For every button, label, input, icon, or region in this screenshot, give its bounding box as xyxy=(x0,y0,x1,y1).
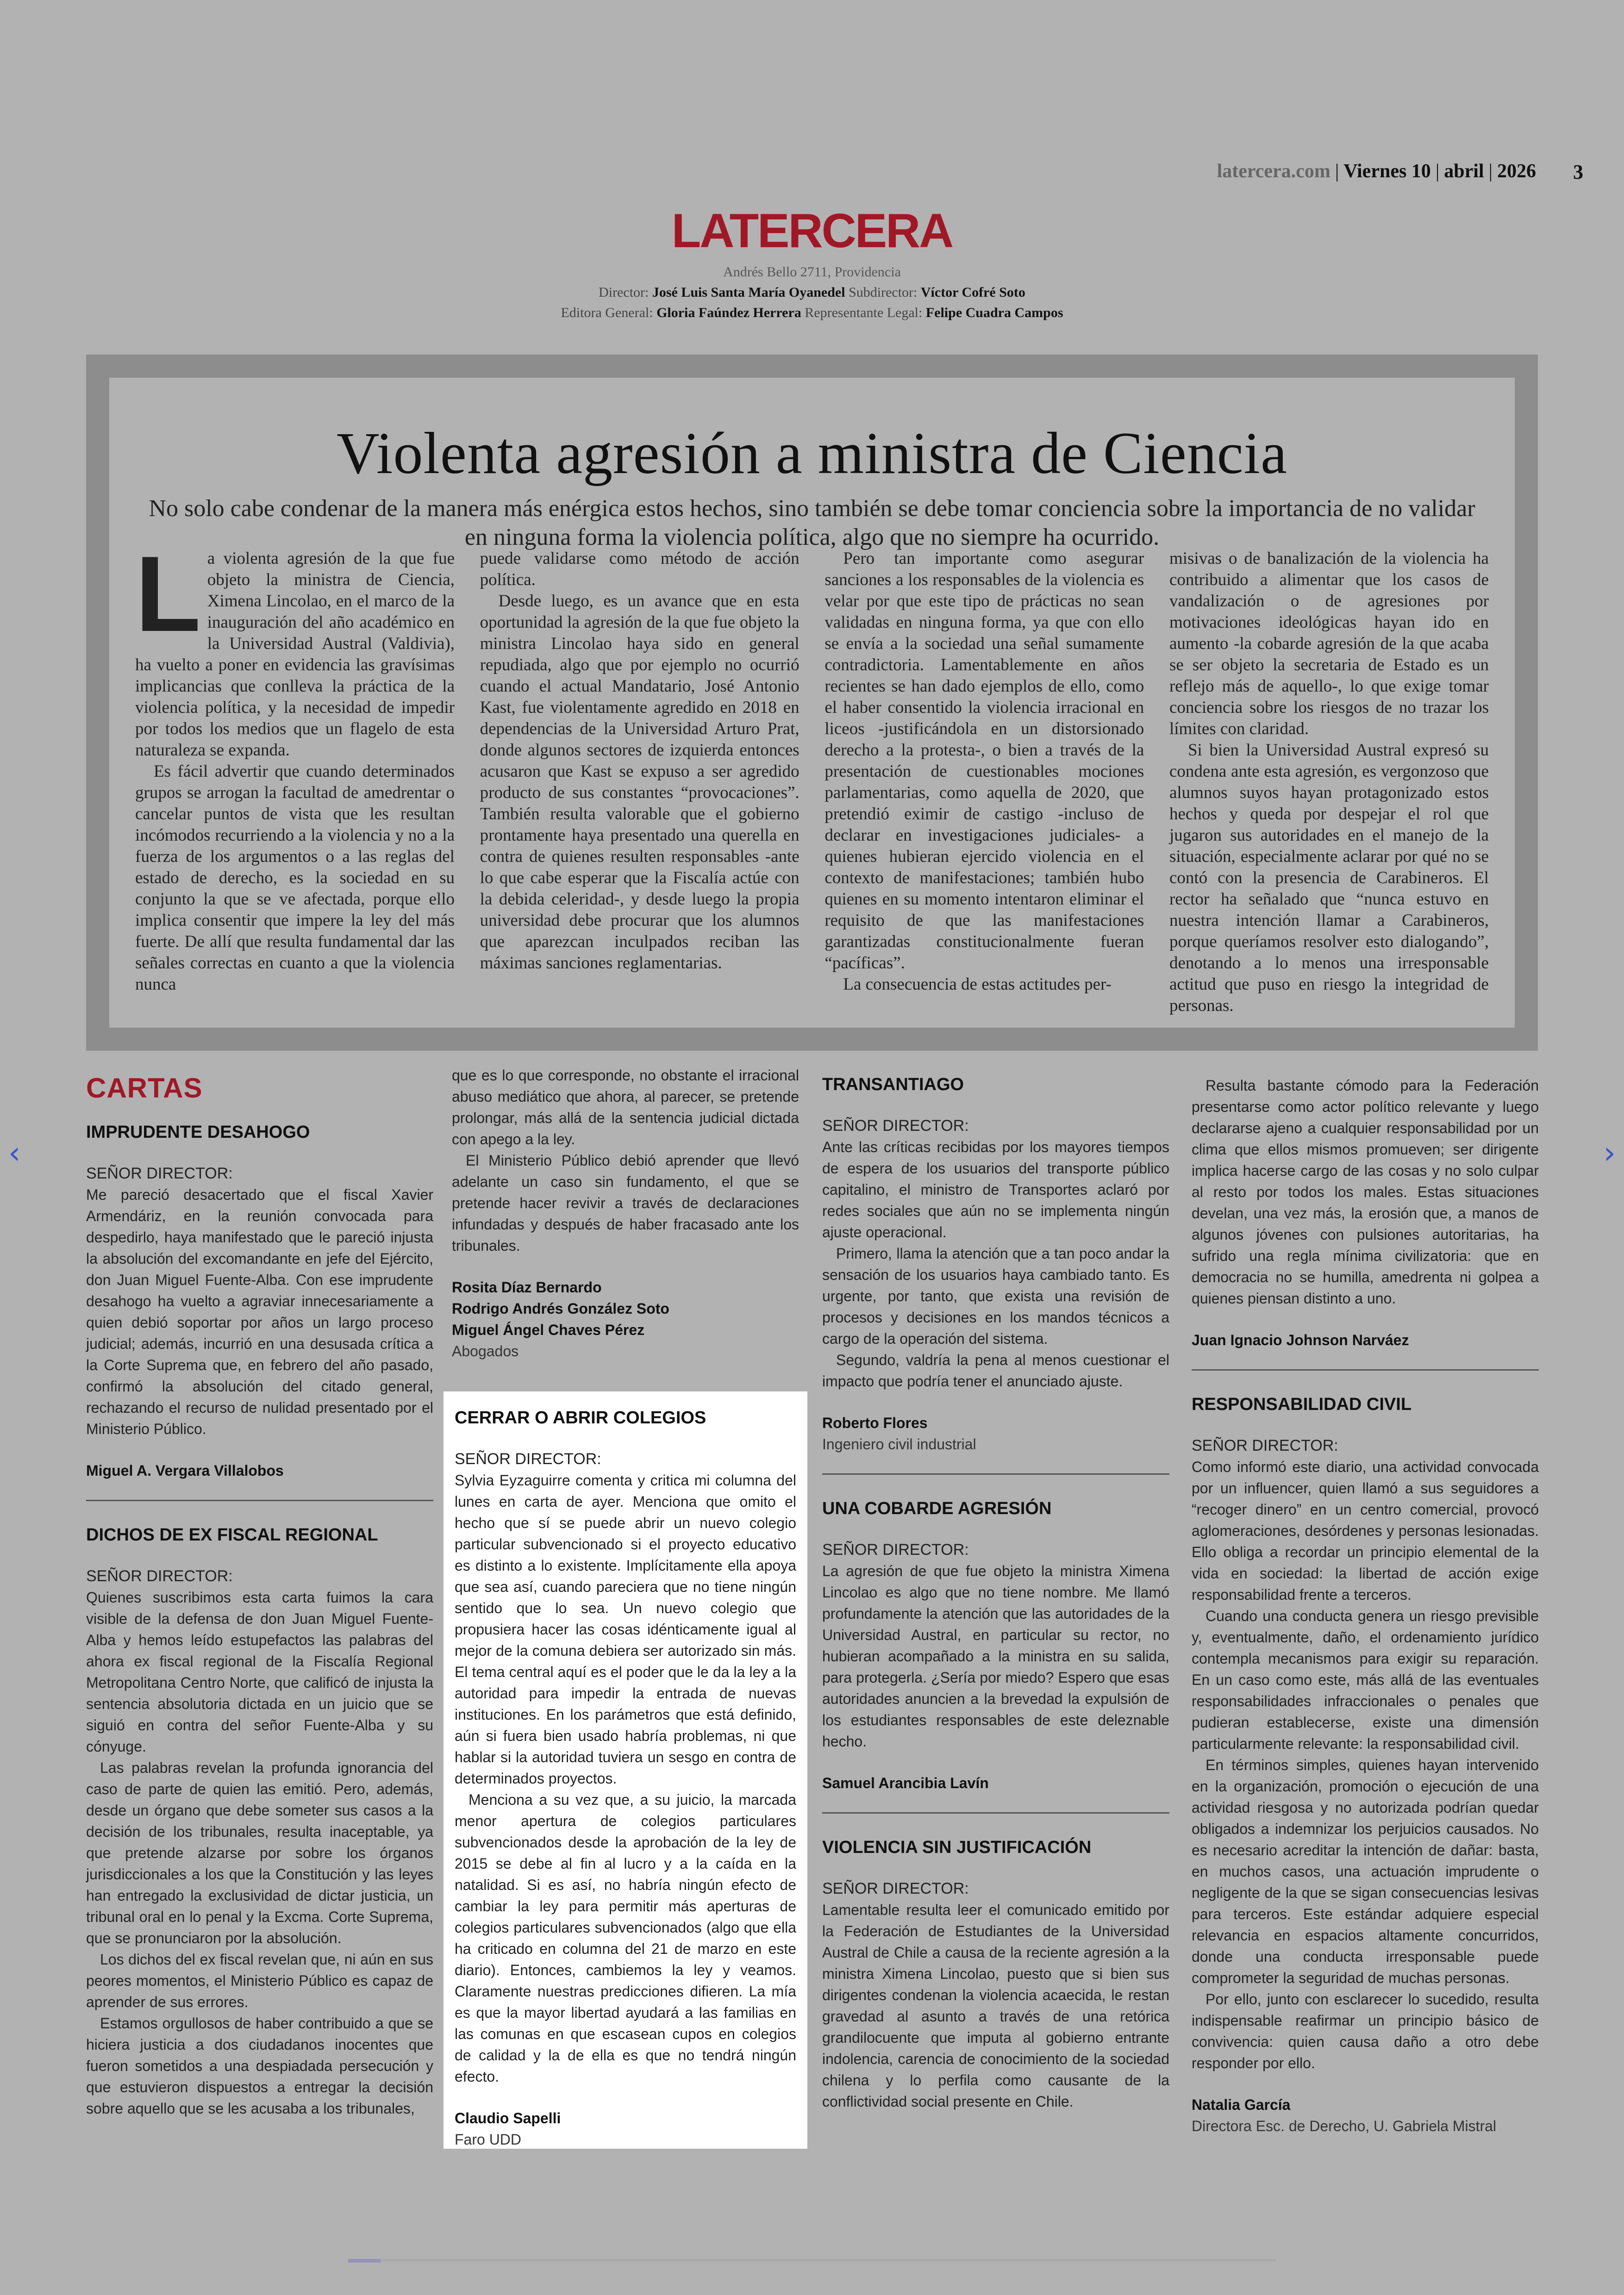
newspaper-logo: LATERCERA xyxy=(671,204,953,258)
signer-name: Claudio Sapelli xyxy=(455,2110,561,2127)
signer-name: Samuel Arancibia Lavín xyxy=(822,1775,989,1791)
signer-role: Abogados xyxy=(452,1343,519,1360)
signer-name: Natalia García xyxy=(1192,2096,1291,2113)
page-header: latercera.com | Viernes 10 | abril | 2026 xyxy=(1217,161,1536,182)
cartas-column-3 xyxy=(822,1065,1169,2112)
salutation: SEÑOR DIRECTOR: xyxy=(822,1117,969,1135)
subdirector-name: Víctor Cofré Soto xyxy=(920,285,1025,300)
signer-name: Miguel A. Vergara Villalobos xyxy=(86,1462,284,1479)
editorial-column-3 xyxy=(824,548,1144,1020)
editorial-column-4 xyxy=(1169,548,1489,1020)
editorial-paragraph: Desde luego, es un avance que en esta oportunidad la agresión de la que fue objeto la ministra Lincolao haya sido en general repudiada, algo que por ejemplo no ocurrió cuando el actual Mandatario, José Antonio Kast, fue violentamente agredido en 2018 en dependencias de la Universidad Arturo Prat, donde algunos sectores de izquierda entonces acusaron que Kast se expuso a ser agredido producto de sus constantes “provocaciones”. También resulta valorable que el gobierno prontamente haya presentado una querella en contra de quienes resulten responsables -ante lo que cabe esperar que la Fiscalía actúe con la debida celeridad-, y desde luego la propia universidad debe procurar que los alumnos que aparezcan inculpados reciban las máximas sanciones reglamentarias. xyxy=(480,592,800,973)
divider xyxy=(1192,1369,1539,1371)
letter-body: Ante las críticas recibidas por los mayores tiempos de espera de los usuarios del transporte público capitalino, el ministro de Transportes aclaró por redes sociales que aún no se implementa ningún ajuste operacional. Primero, llama la atención que a tan poco andar la sensación de los usuarios haya cambiado tanto. Es urgente, por tanto, que exista una revisión de procesos y decisiones en los mandos técnicos a cargo de la operación del sistema. Segundo, valdría la pena al menos cuestionar el impacto que podría tener el anunciado ajuste. xyxy=(822,1139,1169,1390)
drop-cap: L xyxy=(135,534,201,654)
letter-heading: RESPONSABILIDAD CIVIL xyxy=(1192,1395,1412,1414)
editorial-paragraph: Pero tan importante como asegurar sanciones a los responsables de la violencia es velar por que este tipo de prácticas no sean validadas en ninguna forma, ya que con ello se envía a la sociedad una señal sumamente contradictoria. Lamentablemente en años recientes se han dado ejemplos de ello, como el haber consentido la violencia irracional en liceos -justificándola en un distorsionado derecho a la protesta-, o bien a través de la presentación de cuestionables mociones parlamentarias, como aquella de 2020, que pretendió eximir de castigo -incluso de declarar en investigaciones judiciales- a quienes hubieran ejercido violencia en el contexto de manifestaciones; también hubo quienes en su momento intentaron eliminar el requisito de que las manifestaciones garantizadas constitucionalmente fueran “pacíficas”. xyxy=(824,549,1144,973)
signer-role: Directora Esc. de Derecho, U. Gabriela Mistral xyxy=(1192,2118,1496,2134)
signer-role: Ingeniero civil industrial xyxy=(822,1436,976,1453)
letter-body: Como informó este diario, una actividad convocada por un influencer, quien llamó a sus seguidores a “recoger dinero” en un centro comercial, provocó aglomeraciones, desórdenes y personas lesionadas. Ello obliga a recordar un principio elemental de la vida en sociedad: la libertad de acción exige responsabilidad frente a terceros. Cuando una conducta genera un riesgo previsible y, eventualmente, daño, el ordenamiento jurídico contempla mecanismos para exigir su reparación. En un caso como este, más allá de las eventuales responsabilidades infraccionales o penales que pudieran establecerse, existe una dimensión particularmente relevante: la responsabilidad civil. En términos simples, quienes hayan intervenido en la organización, promoción o ejecución de una actividad riesgosa y no autorizada podrían quedar obligados a indemnizar los perjuicios causados. No es necesario acreditar la intención de dañar: basta, en muchos casos, una actuación imprudente o negligente de la que se sigan consecuencias lesivas para terceros. Este estándar adquiere especial relevancia en espacios altamente concurridos, donde una conducta irresponsable puede comprometer la seguridad de muchas personas. Por ello, junto con esclarecer lo sucedido, resulta indispensable reafirmar un principio básico de convivencia: quien causa daño a otro debe responder por ello. xyxy=(1192,1459,1539,2071)
signer-name: Miguel Ángel Chaves Pérez xyxy=(452,1322,645,1338)
section-title: CARTAS xyxy=(86,1073,203,1104)
salutation: SEÑOR DIRECTOR: xyxy=(86,1567,233,1585)
letter-heading: UNA COBARDE AGRESIÓN xyxy=(822,1499,1052,1518)
letter-signature xyxy=(1192,2094,1539,2137)
letter-heading: CERRAR O ABRIR COLEGIOS xyxy=(455,1408,706,1428)
director-name: José Luis Santa María Oyanedel xyxy=(652,285,845,300)
header-month: abril xyxy=(1444,161,1484,182)
letter-signature xyxy=(822,1772,1169,1794)
signer-name: Rosita Díaz Bernardo xyxy=(452,1279,602,1296)
salutation: SEÑOR DIRECTOR: xyxy=(822,1541,969,1559)
editorial-paragraph: misivas o de banalización de la violencia ha contribuido a alimentar que los casos de vandalización o de agresiones por motivaciones ideológicas hayan ido en aumento -la cobarde agresión de la que acaba se ser objeto la secretaria de Estado es un reflejo más de aquello-, lo que exige tomar conciencia sobre los riesgos de no trazar los límites con claridad. xyxy=(1169,549,1489,738)
editora-name: Gloria Faúndez Herrera xyxy=(656,305,801,320)
letter-heading: DICHOS DE EX FISCAL REGIONAL xyxy=(86,1525,378,1545)
divider xyxy=(822,1473,1169,1475)
cartas-column-1 xyxy=(86,1065,433,2119)
site-url[interactable]: latercera.com xyxy=(1217,161,1330,182)
editorial-paragraph: Es fácil advertir que cuando determinados grupos se arrogan la facultad de amedrentar o cancelar puntos de vista que les resultan incómodos recurriendo a la violencia y no a la fuerza de los argumentos o a las reglas del estado de derecho, es la sociedad en su conjunto la que se ve afectada, porque ello implica consentir que impere la ley del más fuerte. De allí que resulta fundamental dar las señales correctas en cuanto a que la violencia nunca xyxy=(135,762,455,994)
header-year: 2026 xyxy=(1497,161,1536,182)
letter-signature xyxy=(86,1460,433,1481)
editorial-column-1 xyxy=(135,534,455,1020)
page-scrollbar-thumb[interactable] xyxy=(348,2259,381,2263)
editorial-columns xyxy=(135,534,1489,1020)
letter-heading: VIOLENCIA SIN JUSTIFICACIÓN xyxy=(822,1838,1092,1857)
masthead xyxy=(0,262,1624,323)
letter-heading: TRANSANTIAGO xyxy=(822,1075,964,1094)
salutation: SEÑOR DIRECTOR: xyxy=(1192,1437,1338,1454)
editorial-subtitle: No solo cabe condenar de la manera más enérgica estos hechos, sino también se debe tomar conciencia sobre la importancia de no validar en ninguna forma la violencia política, algo que no siempre ha ocurrido. xyxy=(149,495,1475,550)
editorial-title: Violenta agresión a ministra de Ciencia xyxy=(337,420,1287,486)
editorial-column-2 xyxy=(480,548,800,1020)
masthead-directors: Director: José Luis Santa María Oyanedel Subdirector: Víctor Cofré Soto xyxy=(599,285,1025,300)
previous-page-icon[interactable]: ‹ xyxy=(8,1135,21,1171)
letter-body: La agresión de que fue objeto la ministra Ximena Lincolao es algo que no tiene nombre. Me llamó profundamente la atención que las autoridades de la Universidad Austral, en particular su rector, no hubieran acompañado a la ministra en su salida, para protegerla. ¿Sería por miedo? Espero que esas autoridades anuncien a la brevedad la expulsión de los estudiantes responsables de este deleznable hecho. xyxy=(822,1563,1169,1750)
salutation: SEÑOR DIRECTOR: xyxy=(455,1450,601,1468)
letter-signature xyxy=(1192,1329,1539,1351)
editorial-paragraph: puede validarse como método de acción política. xyxy=(480,549,800,589)
header-day: Viernes 10 xyxy=(1343,161,1431,182)
letter-signature xyxy=(822,1412,1169,1455)
signer-name: Roberto Flores xyxy=(822,1415,928,1431)
editorial-paragraph: La consecuencia de estas actitudes per- xyxy=(843,975,1112,994)
cartas-section xyxy=(0,1065,1624,2166)
divider xyxy=(86,1500,433,1501)
masthead-address: Andrés Bello 2711, Providencia xyxy=(723,264,901,280)
letter-body: Quienes suscribimos esta carta fuimos la cara visible de la defensa de don Juan Miguel Fuente-Alba y hemos leído estupefactos las palabras del ahora ex fiscal regional de la Fiscalía Regional Metropolitana Centro Norte, que calificó de injusta la sentencia absolutoria dictada en un juicio que se siguió en contra del señor Fuente-Alba y su cónyuge. Las palabras revelan la profunda ignorancia del caso de parte de quien las emitió. Pero, además, desde un órgano que debe someter sus casos a la decisión de los tribunales, resulta inaceptable, ya que pretende alzarse por sobre los órganos jurisdiccionales a los que la Constitución y las leyes han entregado la exclusividad de dictar justicia, un tribunal oral en lo penal y la Excma. Corte Suprema, que se pronunciaron por la absolución. Los dichos del ex fiscal revelan que, ni aún en sus peores momentos, el Ministerio Público es capaz de aprender de sus errores. Estamos orgullosos de haber contribuido a que se hiciera justicia a dos ciudadanos inocentes que fueron sometidos a una despiadada persecución y que estuvieron dispuestos a entregar la decisión sobre aquello que se les acusaba a los tribunales, xyxy=(86,1589,433,2117)
letter-body-continued: Resulta bastante cómodo para la Federación presentarse como actor político relevante y luego declararse ajeno a cualquier responsabilidad por un clima que ellos mismos promueven; ser dirigente implica hacerse cargo de las cosas y no solo culpar al resto por todos los males. Estas situaciones develan, una vez más, la erosión que, a manos de algunos jóvenes con pulsiones autoritarias, ha sufrido una regla mínima civilizatoria: que en democracia no se humilla, amedrenta ni golpea a quienes piensan distinto a uno. xyxy=(1192,1077,1539,1307)
next-page-icon[interactable]: › xyxy=(1603,1135,1616,1171)
letter-body-continued: que es lo que corresponde, no obstante el irracional abuso mediático que ahora, al parecer, se pretende prolongar, más allá de la sentencia judicial dictada con apego a la ley. El Ministerio Público debió aprender que llevó adelante un caso sin fundamento, el que se pretende hacer revivir a través de declaraciones infundadas y después de haber fracasado ante los tribunales. xyxy=(452,1067,799,1254)
signer-name: Rodrigo Andrés González Soto xyxy=(452,1300,669,1317)
cartas-column-4 xyxy=(1192,1065,1539,2137)
editorial-paragraph: Si bien la Universidad Austral expresó su condena ante esta agresión, es vergonzoso que alumnos suyos hayan protagonizado estos hechos y queda por despejar el rol que jugaron sus autoridades en el manejo de la situación, especialmente aclarar por qué no se contó con la presencia de Carabineros. El rector ha señalado que “nunca estuvo en nuestra intención llamar a Carabineros, porque queríamos resolver esto dialogando”, denotando a lo menos una irresponsable actitud que puso en riesgo la integridad de personas. xyxy=(1169,741,1489,1015)
masthead-editors: Editora General: Gloria Faúndez Herrera Representante Legal: Felipe Cuadra Campos xyxy=(561,305,1063,320)
letter-body: Lamentable resulta leer el comunicado emitido por la Federación de Estudiantes de la Universidad Austral de Chile a causa de la reciente agresión a la ministra Ximena Lincolao, puesto que si bien sus dirigentes condenan la violencia acaecida, le restan gravedad al asunto a través de una retórica grandilocuente que imputa al gobierno entrante indolencia, carencia de conocimiento de la sociedad chilena y lo perfila como causante de la conflictividad social presente en Chile. xyxy=(822,1902,1169,2110)
editorial-paragraph: a violenta agresión de la que fue objeto la ministra de Ciencia, Ximena Lincolao, en el marco de la inauguración del año académico en la Universidad Austral (Valdivia), ha vuelto a poner en evidencia las gravísimas implicancias que conlleva la práctica de la violencia política, y la necesidad de impedir por todos los medios que un flagelo de esta naturaleza se expanda. xyxy=(135,549,455,760)
letter-body: Sylvia Eyzaguirre comenta y critica mi columna del lunes en carta de ayer. Menciona que omito el hecho que sí se puede abrir un nuevo colegio particular subvencionado si el proyecto educativo es distinto a lo existente. Implícitamente ella apoya que sea así, cuando pareciera que no tiene ningún sentido que lo sea. Un nuevo colegio que propusiera hacer las cosas idénticamente igual al mejor de la comuna debiera ser autorizado sin más. El tema central aquí es el poder que le da la ley a la autoridad para impedir la entrada de nuevas instituciones. En los parámetros que está definido, aún si fuera bien usado habría problemas, ni que hablar si la autoridad tuviera un sesgo en contra de determinados proyectos. Menciona a su vez que, a su juicio, la marcada menor apertura de colegios particulares subvencionados desde la aprobación de la ley de 2015 se debe al fin al lucro y a la caída en la natalidad. Si es así, no habría ningún efecto de cambiar la ley para permitir más aperturas de colegios particulares subvencionados (algo que ella ha criticado en columna del 21 de marzo en este diario). Entonces, cambiemos la ley y veamos. Claramente nuestras predicciones difieren. La mía es que la mayor libertad ayudará a las familias en las comunas en que escasean cupos en colegios de calidad y la de ella es que no tendrá ningún efecto. xyxy=(455,1472,796,2085)
signer-name: Juan Ignacio Johnson Narváez xyxy=(1192,1332,1409,1348)
salutation: SEÑOR DIRECTOR: xyxy=(822,1880,969,1897)
signer-role: Faro UDD xyxy=(455,2131,522,2148)
letter-signature xyxy=(452,1277,799,1362)
rep-name: Felipe Cuadra Campos xyxy=(925,305,1063,320)
letter-body: Me pareció desacertado que el fiscal Xavier Armendáriz, en la reunión convocada para despedirlo, haya manifestado que le pareció injusta la absolución del excomandante en jefe del Ejército, don Juan Miguel Fuente-Alba. Con ese imprudente desahogo ha vuelto a agraviar innecesariamente a quien debió soportar por años un largo proceso judicial; además, incurrió en una desusada crítica a la Corte Suprema que, en febrero del año pasado, confirmó la absolución del citado general, rechazando el recurso de nulidad presentado por el Ministerio Público. xyxy=(86,1186,433,1437)
letter-heading: IMPRUDENTE DESAHOGO xyxy=(86,1123,310,1142)
page-number: 3 xyxy=(1573,161,1583,183)
page-scrollbar-track[interactable] xyxy=(348,2259,1276,2262)
divider xyxy=(822,1812,1169,1814)
cartas-column-2 xyxy=(452,1065,799,1362)
salutation: SEÑOR DIRECTOR: xyxy=(86,1165,233,1182)
editorial xyxy=(109,378,1515,1028)
editorial-frame xyxy=(86,355,1538,1051)
